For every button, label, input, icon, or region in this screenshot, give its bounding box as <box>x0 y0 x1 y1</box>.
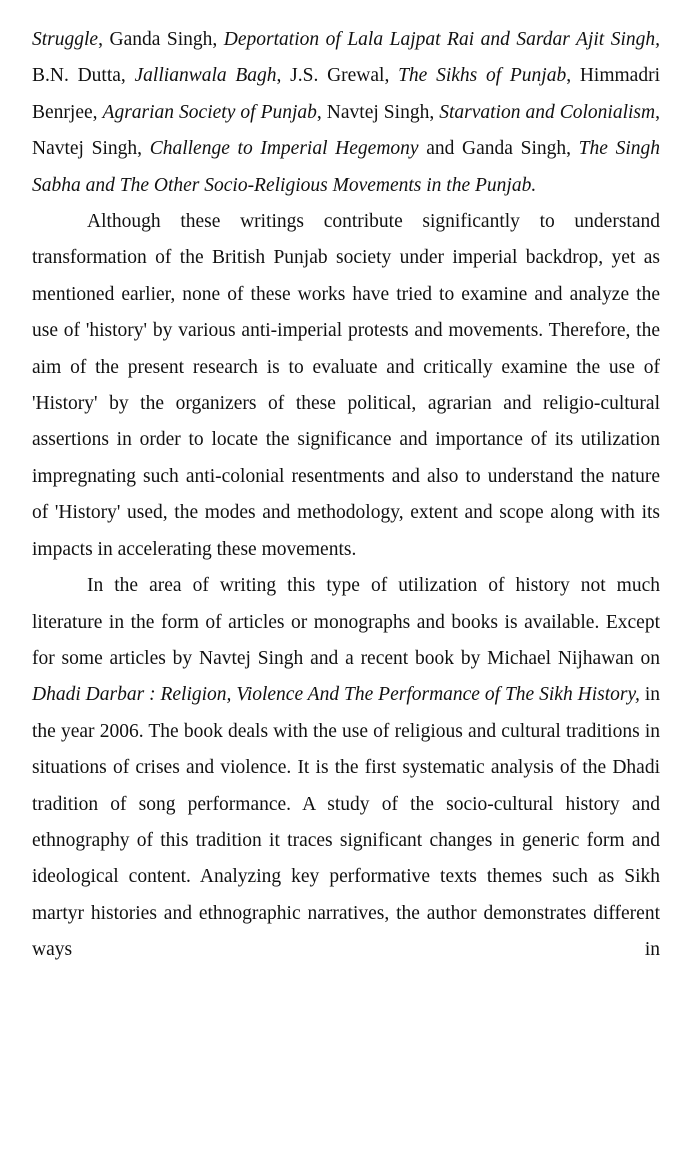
body-text: , Himmadri Benrjee, <box>32 65 660 123</box>
body-text: , Ganda Singh, <box>98 29 224 50</box>
paragraph-bibliography <box>32 22 660 204</box>
body-text: Although these writings contribute significantly to understand transformation of the British Punjab society under imperial backdrop, yet as mentioned earlier, none of these works have tried to examine and analyze the use of 'history' by various anti-imperial protests and movements. Therefore, the aim of the present research is to evaluate and critically examine the use of 'History' by the organizers of these political, agrarian and religio-cultural assertions in order to locate the significance and importance of its utilization impregnating such anti-colonial resentments and also to understand the nature of 'History' used, the modes and methodology, extent and scope along with its impacts in accelerating these movements. <box>32 211 660 560</box>
paragraph-research-aim <box>32 204 660 568</box>
body-text: and Ganda Singh, <box>418 138 579 160</box>
body-text: , Navtej Singh, <box>32 101 660 160</box>
body-text: , Navtej Singh, <box>316 101 440 123</box>
italic-title-text: Deportation of Lala Lajpat Rai and Sardar Ajit Singh, <box>223 29 660 50</box>
italic-title-text: The Sikhs of Punjab <box>398 65 567 87</box>
body-text: In the area of writing this type of utilization of history not much literature in the form of articles or monographs and books is available. Except for some articles by Navtej Singh and a recent book by Michael Nijhawan on <box>32 575 660 669</box>
body-text: B.N. Dutta, <box>32 65 135 87</box>
italic-title-text: Jallianwala Bagh <box>134 65 277 87</box>
body-text: , J.S. Grewal, <box>276 65 399 87</box>
paragraph-literature-review <box>32 568 660 968</box>
italic-title-text: Challenge to Imperial Hegemony <box>149 138 419 160</box>
italic-title-text: Struggle <box>32 29 99 50</box>
document-page <box>32 22 660 969</box>
italic-title-text: Dhadi Darbar : Religion, Violence And The Performance of The Sikh History, <box>32 684 640 706</box>
body-text: in the year 2006. The book deals with the use of religious and cultural traditions in situations of crises and violence. It is the first systematic analysis of the Dhadi tradition of song performance. A study of the socio-cultural history and ethnography of this tradition it traces significant changes in generic form and ideological content. Analyzing key performative texts themes such as Sikh martyr histories and ethnographic narratives, the author demonstrates different ways in <box>32 684 660 961</box>
italic-title-text: Agrarian Society of Punjab <box>102 101 317 123</box>
italic-title-text: Starvation and Colonialism <box>439 101 656 123</box>
italic-title-text: The Singh Sabha and The Other Socio-Religious Movements in the Punjab. <box>32 138 661 196</box>
